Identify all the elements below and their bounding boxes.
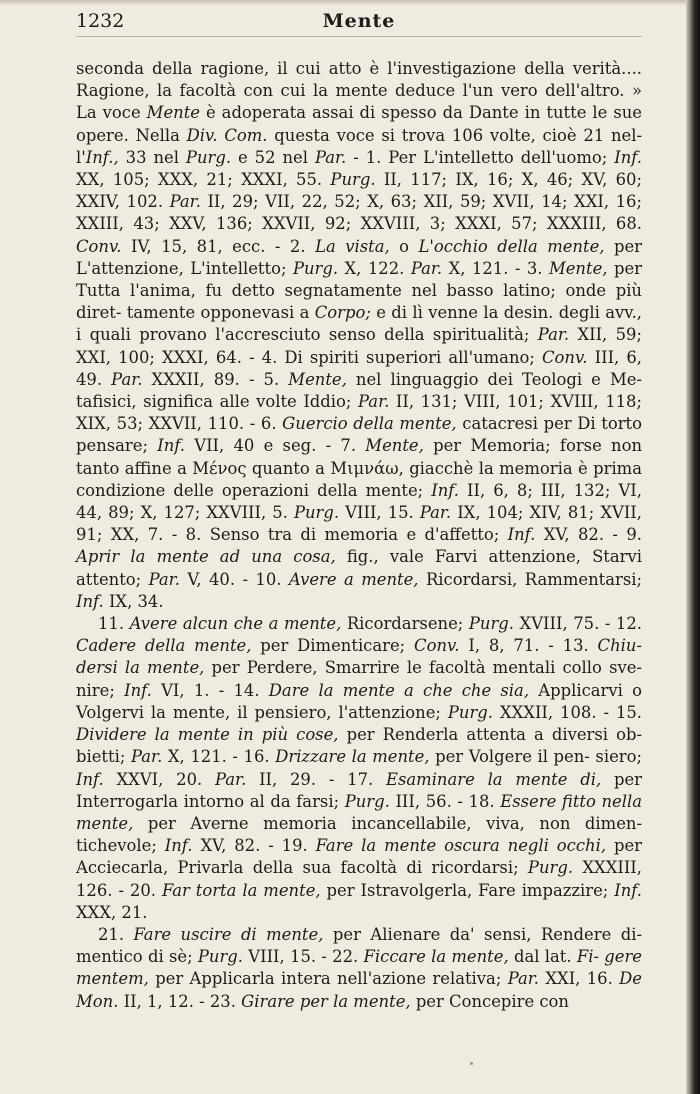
italic-text: Esaminare la mente di, [386, 769, 602, 789]
italic-text: Inf. [614, 880, 642, 900]
text-run: XXXII, 89. - 5. [142, 369, 289, 389]
text-run: XXXII, 108. - 15. [493, 702, 643, 722]
italic-text: Par. [410, 258, 443, 278]
italic-text: Cadere della mente, [76, 636, 252, 656]
text-run: o [389, 236, 419, 256]
text-run: IX, 104; XIV, 81; XVII, 91; XX, 7. - 8. Senso tra di memoria e d'affetto; [76, 503, 642, 545]
italic-text: Purg. [197, 947, 243, 967]
paragraph [76, 58, 642, 613]
italic-text: Inf. [157, 436, 185, 456]
text-run: per Renderla attenta a diversi ob- bietti; [76, 725, 642, 767]
italic-text: Purg. [330, 170, 376, 190]
italic-text: Par. [214, 769, 247, 789]
italic-text: Purg. [447, 702, 493, 722]
italic-text: Inf. [76, 769, 104, 789]
text-run: seconda della ragione, il cui atto è l'investigazione della verità.... Ragione, la facoltà con cui la mente deduce l'un vero dell'altro. » La voce [76, 59, 642, 123]
text-run: per L'attenzione, L'intelletto; [76, 236, 643, 278]
text-run: per Applicarla intera nell'azione relativa; [148, 969, 508, 989]
text-run: IV, 15, 81, ecc. - 2. [121, 236, 316, 256]
entry-body [76, 58, 642, 1013]
text-run: VII, 40 e seg. - 7. [184, 436, 366, 456]
italic-text: Par. [507, 969, 540, 989]
italic-text: Conv. [542, 347, 588, 367]
text-run: XX, 105; XXX, 21; XXXI, 55. [76, 170, 331, 190]
text-run: - 1. Per L'intelletto dell'uomo; [346, 147, 615, 167]
header-rule [76, 36, 642, 37]
text-run: XVIII, 75. - 12. [513, 614, 642, 634]
italic-text: Purg. [293, 503, 340, 523]
text-run: III, 56. - 18. [389, 791, 501, 811]
paragraph [76, 613, 642, 924]
italic-text: Corpo; [314, 303, 371, 323]
italic-text: Girare per la mente, [241, 991, 411, 1011]
italic-text: Div. Com. [186, 125, 268, 145]
italic-text: Purg. [185, 147, 232, 167]
text-run: per Concepire con [410, 991, 569, 1011]
text-run: è adoperata assai di spesso da Dante in tutte le sue opere. Nella [76, 103, 642, 145]
text-run: per Alienare da' sensi, Rendere di- mentico di sè; [76, 924, 642, 967]
italic-text: L'occhio della mente, [418, 236, 605, 256]
text-run: Ricordarsi, Rammentarsi; [418, 569, 642, 589]
italic-text: Inf. [164, 836, 193, 856]
text-run: VI, 1. - 14. [151, 680, 269, 700]
text-run: XXXIII, 126. - 20. [76, 858, 642, 900]
italic-text: Par. [130, 747, 163, 767]
running-head: Mente [322, 10, 396, 32]
text-run: IX, 34. [103, 591, 164, 611]
italic-text: La vista, [315, 236, 390, 256]
text-run: I, 8, 71. - 13. [459, 636, 598, 656]
text-run: II, 6, 8; III, 132; VI, 44, 89; X, 127; XXVIII, 5. [76, 480, 642, 523]
text-run: per Acciecarla, Privarla della sua facoltà di ricordarsi; [76, 836, 642, 878]
italic-text: Mente, [288, 369, 347, 389]
page-number: 1232 [76, 10, 125, 32]
text-run: nel linguaggio dei Teologi e Me- tafisici, significa alle volte Iddio; [76, 369, 642, 412]
text-run: II, 29; VII, 22, 52; X, 63; XII, 59; XVII, 14; XXI, 16; XXIII, 43; XXV, 136; XXVII, 92; XXVIII, 3; XXXI, 57; XXXIII, 68. [76, 192, 642, 234]
page-header [76, 8, 642, 34]
text-run: per Interrogarla intorno al da farsi; [76, 769, 642, 811]
italic-text: Inf. [124, 680, 152, 700]
text-run: 21. [98, 924, 134, 944]
text-run: X, 121. - 3. [442, 258, 549, 278]
italic-text: Guercio della mente, [282, 414, 457, 434]
italic-text: Dare la mente a che che sia, [268, 680, 530, 700]
italic-text: Essere fitto nella mente, [76, 791, 642, 833]
italic-text: Aprir la mente ad una cosa, [76, 547, 336, 567]
text-run: XXVI, 20. [103, 769, 215, 789]
italic-text: Drizzare la mente, [275, 747, 430, 767]
italic-text: Fare la mente oscura negli occhi, [315, 836, 607, 856]
text-run: VIII, 15. - 22. [243, 947, 364, 967]
italic-text: Dividere la mente in più cose, [76, 725, 339, 745]
text-run: II, 29. - 17. [246, 769, 386, 789]
italic-text: Mente [146, 103, 200, 123]
text-run: questa voce si trova 106 volte, cioè 21 nel- l' [76, 125, 642, 167]
text-run: II, 117; IX, 16; X, 46; XV, 60; XXIV, 102. [76, 170, 643, 212]
paper-speck [470, 1062, 473, 1065]
text-run: per Memoria; forse non tanto affine a Μένος quanto a Μιμνάω, giacchè la memoria è prima condizione delle operazioni della mente; [76, 436, 643, 500]
text-run: per Dimenticare; [251, 636, 415, 656]
italic-text: Purg. [344, 791, 390, 811]
text-run: II, 131; VIII, 101; XVIII, 118; XIX, 53; XXVII, 110. - 6. [76, 392, 642, 434]
text-run: V, 40. - 10. [179, 569, 289, 589]
italic-text: Par. [169, 192, 201, 212]
text-run: II, 1, 12. - 23. [118, 991, 242, 1011]
text-run: per Perdere, Smarrire le facoltà mentali collo sve- nire; [76, 658, 642, 700]
text-run: X, 121. - 16. [162, 747, 276, 767]
text-run: per Tutta l'anima, fu detto segnatamente nel basso latino; onde più diret- tamente opponevasi a [76, 258, 642, 323]
text-run: XV, 82. - 9. [535, 525, 642, 545]
paragraph [76, 924, 642, 1013]
italic-text: Par. [358, 392, 390, 412]
page-top-edge [0, 0, 700, 6]
italic-text: Ficcare la mente, [363, 947, 509, 967]
italic-text: Inf. [614, 147, 642, 167]
italic-text: Purg. [292, 258, 339, 278]
italic-text: Par. [111, 369, 143, 389]
text-run: 11. [98, 614, 130, 634]
text-run: fig., vale Farvi attenzione, Starvi attento; [76, 547, 642, 589]
text-run: per Istravolgerla, Fare impazzire; [320, 880, 615, 900]
italic-text: De Mon. [76, 969, 642, 1011]
italic-text: Par. [419, 503, 452, 523]
italic-text: Avere alcun che a mente, [129, 614, 342, 634]
italic-text: Par. [148, 569, 180, 589]
italic-text: Inf., [85, 147, 119, 167]
italic-text: Par. [314, 147, 347, 167]
text-run: XV, 82. - 19. [192, 836, 316, 856]
text-run: III, 6, 49. [76, 347, 642, 389]
italic-text: Conv. [76, 236, 122, 256]
text-run: dal lat. [508, 947, 577, 967]
italic-text: Inf. [76, 591, 104, 611]
text-run: e 52 nel [231, 147, 315, 167]
text-run: 33 nel [118, 147, 186, 167]
italic-text: Fi- gere mentem, [76, 947, 643, 989]
text-run: Applicarvi o Volgervi la mente, il pensiero, l'attenzione; [76, 680, 642, 722]
text-run: XXI, 16. [539, 969, 620, 989]
text-run: e di lì venne la desin. degli avv., i quali provano l'accresciuto senso della spiritualità; [76, 303, 642, 345]
text-run: XXX, 21. [76, 902, 148, 922]
text-run: XII, 59; XXI, 100; XXXI, 64. - 4. Di spiriti superiori all'umano; [76, 325, 642, 367]
italic-text: Purg. [527, 858, 574, 878]
text-run: catacresi per Di torto pensare; [76, 414, 642, 456]
text-run: X, 122. [338, 258, 411, 278]
text-run: per Averne memoria incancellabile, viva, non dimen- tichevole; [76, 813, 642, 856]
page-binding-shadow [686, 0, 700, 1094]
italic-text: Conv. [414, 636, 460, 656]
italic-text: Chiu- dersi la mente, [76, 636, 642, 678]
italic-text: Mente, [365, 436, 424, 456]
text-run: VIII, 15. [339, 503, 420, 523]
italic-text: Inf. [507, 525, 536, 545]
italic-text: Avere a mente, [288, 569, 419, 589]
italic-text: Fare uscire di mente, [133, 924, 324, 944]
italic-text: Inf. [431, 480, 459, 500]
text-run: per Volgere il pen- siero; [429, 747, 643, 767]
italic-text: Mente, [548, 258, 608, 278]
italic-text: Far torta la mente, [161, 880, 321, 900]
italic-text: Purg. [468, 614, 514, 634]
italic-text: Par. [537, 325, 570, 345]
text-run: Ricordarsene; [341, 614, 469, 634]
